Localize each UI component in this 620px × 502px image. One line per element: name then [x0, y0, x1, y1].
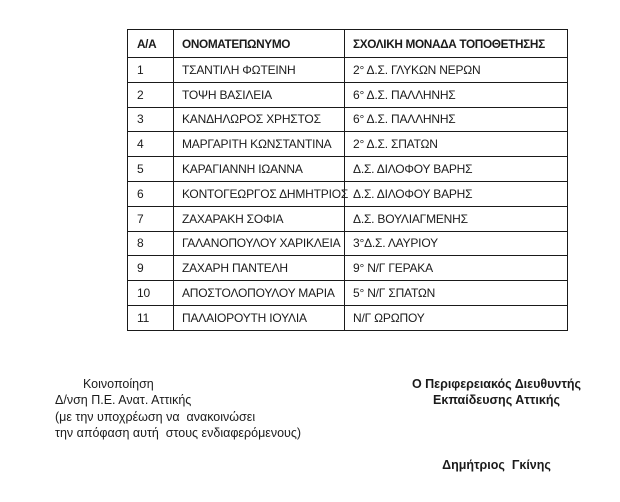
name-cell: ΓΑΛΑΝΟΠΟΥΛΟΥ ΧΑΡΙΚΛΕΙΑ: [174, 231, 345, 256]
notification-block: [55, 376, 301, 442]
name-cell: ΤΟΨΗ ΒΑΣΙΛΕΙΑ: [174, 82, 345, 107]
table-row: [128, 181, 568, 206]
school-cell: Δ.Σ. ΔΙΛΟΦΟΥ ΒΑΡΗΣ: [345, 181, 568, 206]
header-cell-name: ΟΝΟΜΑΤΕΠΩΝΥΜΟ: [174, 30, 345, 58]
name-cell: ΚΑΡΑΓΙΑΝΝΗ ΙΩΑΝΝΑ: [174, 157, 345, 182]
school-cell: 2° Δ.Σ. ΓΛΥΚΩΝ ΝΕΡΩΝ: [345, 58, 568, 83]
school-cell: Ν/Γ ΩΡΩΠΟΥ: [345, 305, 568, 330]
row-index-cell: 9: [128, 256, 174, 281]
row-index-cell: 10: [128, 281, 174, 306]
row-index-cell: 5: [128, 157, 174, 182]
name-cell: ΤΣΑΝΤΙΛΗ ΦΩΤΕΙΝΗ: [174, 58, 345, 83]
row-index-cell: 4: [128, 132, 174, 157]
name-cell: ΠΑΛΑΙΟΡΟΥΤΗ ΙΟΥΛΙΑ: [174, 305, 345, 330]
school-cell: Δ.Σ. ΔΙΛΟΦΟΥ ΒΑΡΗΣ: [345, 157, 568, 182]
table-row: [128, 157, 568, 182]
school-cell: 6° Δ.Σ. ΠΑΛΛΗΝΗΣ: [345, 82, 568, 107]
table-row: [128, 256, 568, 281]
row-index-cell: 11: [128, 305, 174, 330]
row-index-cell: 1: [128, 58, 174, 83]
table-row: [128, 206, 568, 231]
name-cell: ΑΠΟΣΤΟΛΟΠΟΥΛΟΥ ΜΑΡΙΑ: [174, 281, 345, 306]
header-cell-index: Α/Α: [128, 30, 174, 58]
school-cell: Δ.Σ. ΒΟΥΛΙΑΓΜΕΝΗΣ: [345, 206, 568, 231]
name-cell: ΖΑΧΑΡΗ ΠΑΝΤΕΛΗ: [174, 256, 345, 281]
table-row: [128, 82, 568, 107]
notification-line: (με την υποχρέωση να ανακοινώσει: [55, 409, 256, 424]
row-index-cell: 6: [128, 181, 174, 206]
table-header-row: [128, 30, 568, 58]
table-row: [128, 132, 568, 157]
table-row: [128, 305, 568, 330]
header-cell-school: ΣΧΟΛΙΚΗ ΜΟΝΑΔΑ ΤΟΠΟΘΕΤΗΣΗΣ: [345, 30, 568, 58]
row-index-cell: 8: [128, 231, 174, 256]
notification-line: Κοινοποίηση: [83, 377, 154, 391]
row-index-cell: 7: [128, 206, 174, 231]
signatory-title-line: Εκπαίδευσης Αττικής: [433, 393, 560, 408]
notification-line: Δ/νση Π.Ε. Ανατ. Αττικής: [55, 393, 192, 408]
table-row: [128, 107, 568, 132]
school-cell: 2° Δ.Σ. ΣΠΑΤΩΝ: [345, 132, 568, 157]
school-cell: 6° Δ.Σ. ΠΑΛΛΗΝΗΣ: [345, 107, 568, 132]
row-index-cell: 3: [128, 107, 174, 132]
table-row: [128, 281, 568, 306]
name-cell: ΚΟΝΤΟΓΕΩΡΓΟΣ ΔΗΜΗΤΡΙΟΣ: [174, 181, 345, 206]
table-row: [128, 58, 568, 83]
notification-line: την απόφαση αυτή στους ενδιαφερόμενους): [55, 426, 302, 441]
school-cell: 9° Ν/Γ ΓΕΡΑΚΑ: [345, 256, 568, 281]
signatory-title-line: Ο Περιφερειακός Διευθυντής: [411, 377, 582, 391]
name-cell: ΖΑΧΑΡΑΚΗ ΣΟΦΙΑ: [174, 206, 345, 231]
school-cell: 5° Ν/Γ ΣΠΑΤΩΝ: [345, 281, 568, 306]
row-index-cell: 2: [128, 82, 174, 107]
school-cell: 3°Δ.Σ. ΛΑΥΡΙΟΥ: [345, 231, 568, 256]
table-row: [128, 231, 568, 256]
name-cell: ΜΑΡΓΑΡΙΤΗ ΚΩΝΣΤΑΝΤΙΝΑ: [174, 132, 345, 157]
name-cell: ΚΑΝΔΗΛΩΡΟΣ ΧΡΗΣΤΟΣ: [174, 107, 345, 132]
signatory-title: [398, 376, 595, 409]
signatory-name: Δημήτριος Γκίνης: [442, 458, 551, 472]
placement-table: [127, 29, 568, 331]
